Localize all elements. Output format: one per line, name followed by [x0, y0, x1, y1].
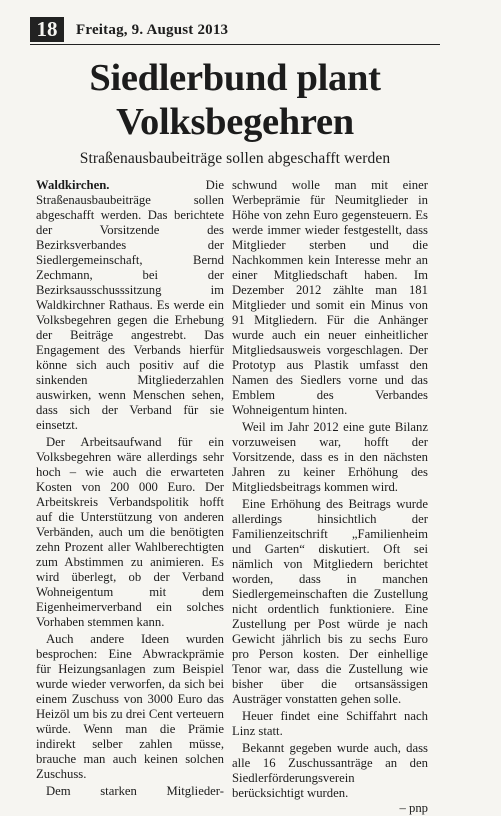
issue-date: Freitag, 9. August 2013 — [76, 22, 229, 38]
paragraph: schwund wolle man mit einer Werbeprämie für Neumitglieder in Höhe von zehn Euro gegensteuern. Es werde immer wieder festgestellt, dass Mitglieder sterben und die Nachkommen kein Interesse mehr an einer Mitgliedschaft haben. Im Dezember 2012 zählte man 181 Mitglieder und somit ein Minus von 91 Mitgliedern. Für die Anhänger wurde auch ein neuer einheitlicher Mitgliedsausweis vorgeschlagen. Der Prototyp aus Plastik umfasst den Namen des Siedlers vorne und das Emblem des Verbandes Wohneigentum hinten. — [232, 178, 428, 417]
article-column-left — [36, 178, 224, 799]
paragraph: Dem starken Mitglieder- — [46, 784, 224, 798]
paragraph: Eine Erhöhung des Beitrags wurde allerdings hinsichtlich der Familienzeitschrift „Familienheim und Garten“ diskutiert. Oft sei nämlich von Mitgliedern berichtet worden, dass in manchen Siedlergemeinschaften die Zustellung nicht ordentlich funktioniere. Eine Zustellung per Post würde je nach Gewicht jährlich bis zu sechs Euro pro Person kosten. Der einhellige Tenor war, dass die Zustellung wie bisher über die ortsansässigen Austräger vonstatten gehen solle. — [232, 497, 428, 706]
article-dateline: Waldkirchen. — [36, 178, 110, 192]
page-number: 18 — [30, 17, 64, 42]
paragraph-text: Die Straßenausbaubeiträge sollen abgeschafft werden. Das berichtete der Vorsitzende des Bezirksverbandes der Siedlergemeinschaft, Bernd Zechmann, bei der Bezirksausschusssitzung im Waldkirchner Rathaus. Es werde ein Volksbegehren gegen die Erhebung der Beiträge angestrebt. Das Engagement des Verbands hierfür könne sich auch positiv auf die sinkenden Mitgliederzahlen auswirken, wenn Menschen sehen, dass sich der Verband für sie einsetzt. — [36, 178, 224, 432]
headline-line-2: Volksbegehren — [116, 101, 354, 143]
author-signature: – pnp — [399, 801, 428, 815]
headline-line-1: Siedlerbund plant — [89, 57, 381, 99]
article-headline — [20, 56, 450, 144]
paragraph: Auch andere Ideen wurden besprochen: Eine Abwrackprämie für Heizungsanlagen zum Beispiel wurde wieder verworfen, da sich bei einem Zuschuss von 3000 Euro das Heizöl um bis zu drei Cent verteuern würde. Wenn man die Prämie indirekt selber zahlen müsse, brauche man auch keinen solchen Zuschuss. — [36, 632, 224, 781]
article-subheadline: Straßenausbaubeiträge sollen abgeschafft werden — [79, 150, 391, 167]
paragraph — [36, 178, 224, 433]
paragraph: Der Arbeitsaufwand für ein Volksbegehren wäre allerdings sehr hoch – wie auch die erwarteten Kosten von 200 000 Euro. Der Arbeitskreis Verbandspolitik hofft auf die Unterstützung von anderen Verbänden, auch um die benötigten zehn Prozent aller Wahlberechtigten zum Abstimmen zu animieren. Es wird überlegt, ob der Verband Wohneigentum mit dem Eigenheimerverband ein solches Vorhaben stemmen kann. — [36, 435, 224, 629]
paragraph: Weil im Jahr 2012 eine gute Bilanz vorzuweisen war, hofft der Vorsitzende, dass es in den nächsten Jahren zu keiner Erhöhung des Mitgliedsbeitrags kommen wird. — [232, 420, 428, 494]
page-header — [30, 15, 440, 45]
paragraph: Bekannt gegeben wurde auch, dass alle 16 Zuschussanträge an den Siedlerförderungsverein berücksichtigt wurden. — [232, 741, 428, 800]
paragraph: Heuer findet eine Schiffahrt nach Linz statt. — [232, 709, 428, 738]
article-column-right — [232, 178, 428, 816]
